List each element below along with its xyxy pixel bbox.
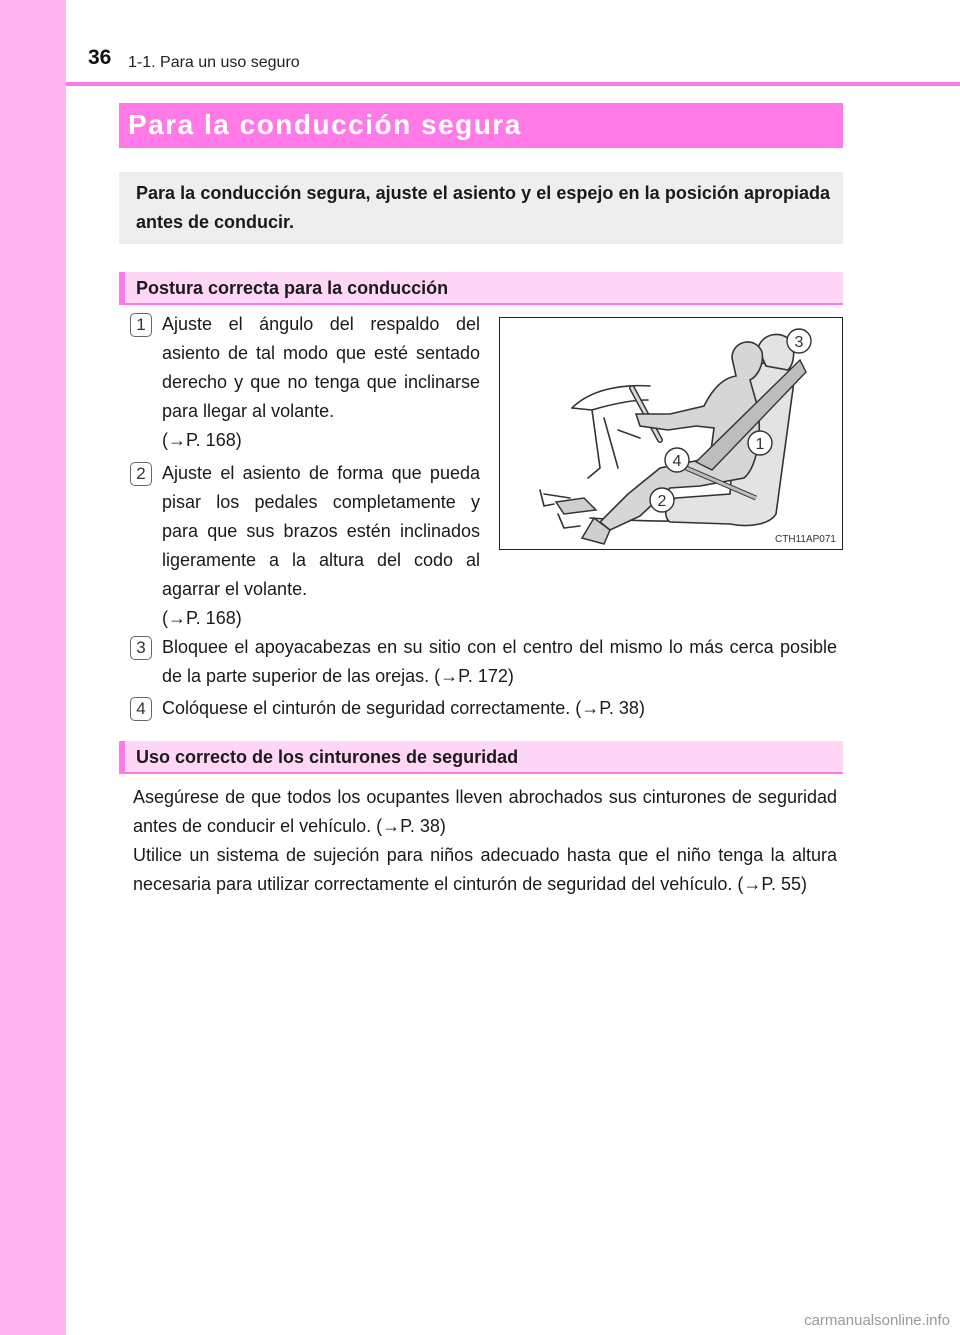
section-heading: Uso correcto de los cinturones de seguridad	[136, 747, 519, 767]
figure-code: CTH11AP071	[775, 534, 836, 545]
item-number-badge: 2	[130, 462, 152, 486]
callout-label: 4	[672, 453, 682, 470]
section-header-posture	[119, 272, 843, 305]
item-number-badge: 1	[130, 313, 152, 337]
list-item	[162, 459, 480, 633]
side-color-strip	[0, 0, 66, 1335]
list-item	[162, 694, 837, 723]
header-rule	[66, 82, 960, 86]
section-header-seatbelts	[119, 741, 843, 774]
item-text: Ajuste el ángulo del respaldo del asiento de tal modo que esté sentado derecho y que no tenga que inclinarse para llegar al volante.	[162, 314, 480, 421]
intro-text: Para la conducción segura, ajuste el asiento y el espejo en la posición apropiada antes de conducir.	[136, 183, 830, 232]
page-number: 36	[88, 46, 112, 69]
seatbelt-paragraphs	[133, 783, 837, 899]
item-text: Bloquee el apoyacabezas en su sitio con el centro del mismo lo más cerca posible de la parte superior de las orejas. (→P. 172)	[162, 637, 837, 686]
section-heading: Postura correcta para la conducción	[136, 278, 449, 298]
list-item	[162, 310, 480, 455]
list-item	[162, 633, 837, 691]
page-title: Para la conducción segura	[128, 109, 522, 140]
item-number-badge: 4	[130, 697, 152, 721]
callout-label: 1	[755, 436, 765, 453]
paragraph: Utilice un sistema de sujeción para niños adecuado hasta que el niño tenga la altura necesaria para utilizar correctamente el cinturón de seguridad del vehículo. (→P. 55)	[133, 845, 837, 894]
item-number-badge: 3	[130, 636, 152, 660]
driving-posture-figure	[499, 317, 843, 550]
watermark: carmanualsonline.info	[804, 1312, 950, 1329]
paragraph: Asegúrese de que todos los ocupantes lleven abrochados sus cinturones de seguridad antes de conducir el vehículo. (→P. 38)	[133, 787, 837, 836]
item-text: Ajuste el asiento de forma que pueda pisar los pedales completamente y para que sus brazos estén inclinados ligeramente a la altura del codo al agarrar el volante.	[162, 463, 480, 599]
callout-label: 3	[794, 334, 804, 351]
chapter-title: 1-1. Para un uso seguro	[128, 54, 300, 71]
page-reference: (→P. 168)	[162, 430, 242, 450]
driver-seat-illustration	[500, 318, 842, 549]
page-title-bar	[119, 103, 843, 148]
intro-box	[119, 172, 843, 244]
callout-label: 2	[657, 493, 667, 510]
item-text: Colóquese el cinturón de seguridad correctamente. (→P. 38)	[162, 698, 645, 718]
page-reference: (→P. 168)	[162, 608, 242, 628]
